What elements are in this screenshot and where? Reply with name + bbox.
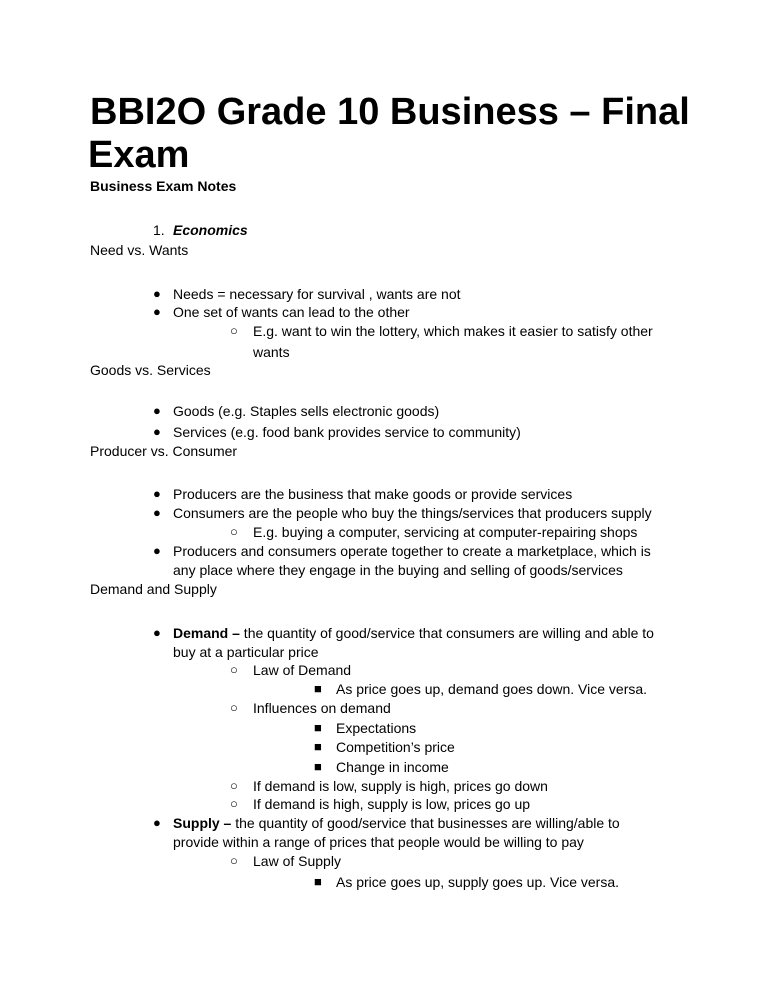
document-subtitle: Business Exam Notes: [90, 178, 237, 194]
bullet-icon: ●: [153, 815, 161, 830]
list-item: If demand is high, supply is low, prices go up: [253, 796, 531, 812]
supply-definition: [173, 814, 620, 832]
bullet-icon: ●: [153, 424, 161, 439]
bullet-icon: ●: [153, 304, 161, 319]
list-item: Expectations: [336, 720, 417, 736]
demand-term: Demand –: [173, 625, 240, 641]
list-item: As price goes up, demand goes down. Vice versa.: [336, 681, 648, 697]
square-bullet-icon: ■: [314, 759, 322, 774]
list-item: If demand is low, supply is high, prices go down: [253, 778, 548, 794]
bullet-icon: ●: [153, 543, 161, 558]
bullet-icon: ●: [153, 505, 161, 520]
section-number: 1.: [153, 222, 165, 238]
list-item-continued: any place where they engage in the buying and selling of goods/services: [173, 562, 623, 578]
circle-bullet-icon: ○: [230, 524, 238, 539]
list-item: As price goes up, supply goes up. Vice versa.: [336, 874, 620, 890]
list-item: Competition’s price: [336, 739, 455, 755]
square-bullet-icon: ■: [314, 739, 322, 754]
demand-definition: [173, 624, 654, 642]
list-item: Law of Supply: [253, 853, 341, 869]
demand-def-continued: buy at a particular price: [173, 644, 319, 660]
heading-producer-consumer: Producer vs. Consumer: [90, 443, 238, 459]
bullet-icon: ●: [153, 403, 161, 418]
demand-def: the quantity of good/service that consumers are willing and able to: [239, 625, 654, 641]
circle-bullet-icon: ○: [230, 853, 238, 868]
list-item: E.g. buying a computer, servicing at computer-repairing shops: [253, 524, 638, 540]
list-item: Goods (e.g. Staples sells electronic goods): [173, 403, 440, 419]
list-item: Needs = necessary for survival , wants are not: [173, 286, 461, 302]
document-title: BBI2O Grade 10 Business – Final: [90, 91, 690, 133]
list-item: E.g. want to win the lottery, which makes it easier to satisfy other: [253, 323, 653, 339]
circle-bullet-icon: ○: [230, 796, 238, 811]
list-item: Services (e.g. food bank provides service to community): [173, 424, 521, 440]
bullet-icon: ●: [153, 625, 161, 640]
list-item: One set of wants can lead to the other: [173, 304, 410, 320]
square-bullet-icon: ■: [314, 681, 322, 696]
circle-bullet-icon: ○: [230, 778, 238, 793]
circle-bullet-icon: ○: [230, 700, 238, 715]
list-item: Producers and consumers operate together to create a marketplace, which is: [173, 543, 651, 559]
bullet-icon: ●: [153, 486, 161, 501]
list-item: Law of Demand: [253, 662, 352, 678]
document-title-continued: Exam: [88, 134, 190, 176]
list-item: Influences on demand: [253, 700, 391, 716]
supply-term: Supply –: [173, 815, 232, 831]
square-bullet-icon: ■: [314, 720, 322, 735]
section-title: Economics: [173, 222, 248, 238]
supply-def-continued: provide within a range of prices that people would be willing to pay: [173, 834, 584, 850]
supply-def: the quantity of good/service that businesses are willing/able to: [231, 815, 620, 831]
list-item: Producers are the business that make goods or provide services: [173, 486, 573, 502]
list-item-continued: wants: [253, 344, 290, 360]
heading-needs-wants: Need vs. Wants: [90, 242, 189, 258]
list-item: Consumers are the people who buy the things/services that producers supply: [173, 505, 652, 521]
circle-bullet-icon: ○: [230, 323, 238, 338]
square-bullet-icon: ■: [314, 874, 322, 889]
heading-goods-services: Goods vs. Services: [90, 362, 211, 378]
bullet-icon: ●: [153, 286, 161, 301]
list-item: Change in income: [336, 759, 449, 775]
circle-bullet-icon: ○: [230, 662, 238, 677]
heading-demand-supply: Demand and Supply: [90, 581, 217, 597]
